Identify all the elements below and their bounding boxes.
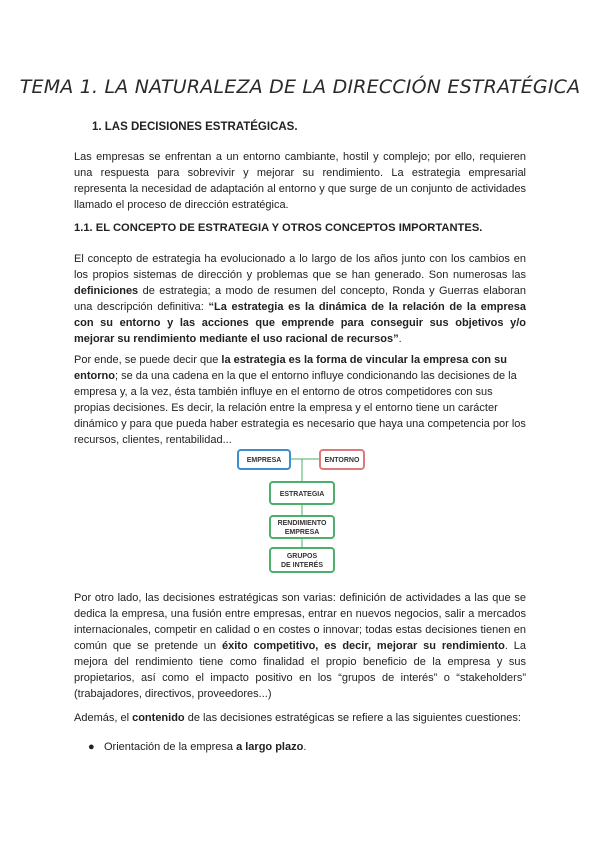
bold-run: éxito competitivo, es decir, mejorar su rendimiento [222,640,505,652]
text-run: . [303,741,307,753]
text-run: . La mejora del rendimiento tiene como finalidad el propio beneficio de la empresa y sus propietarios, así como el impacto positivo en los “grupos de interés” o “stakeholders” (trabajadores, directivos, proveedores...) [74,640,526,700]
paragraph-strategy-concept [74,251,526,347]
page-title: TEMA 1. LA NATURALEZA DE LA DIRECCIÓN ESTRATÉGICA [19,76,581,98]
label-entorno: ENTORNO [324,457,360,464]
paragraph-content [74,710,526,726]
bold-run: contenido [132,712,185,724]
paragraph-intro: Las empresas se enfrentan a un entorno cambiante, hostil y complejo; por ello, requieren una respuesta para sobrevivir y mejorar su rendimiento. La estrategia empresarial representa la necesidad de adaptación al entorno y que surge de un conjunto de actividades llamado el proceso de dirección estratégica. [74,151,526,211]
text-run: Orientación de la empresa [104,741,237,753]
strategy-flow-diagram [230,444,370,576]
paragraph-strategic-decisions [74,590,526,702]
text-run: . [398,333,402,345]
bullet-icon: ● [88,741,95,753]
label-empresa: EMPRESA [246,457,282,464]
text-run: ; se da una cadena en la que el entorno influye condicionando las decisiones de la empresa y, a la vez, ésta también influye en el entorno de otros competidores con sus propias decisiones. Es decir, la relación entre la empresa y el entorno tiene un carácter dinámico y para que pueda haber estrategia es necesario que haya una competencia por los recursos, clientes, rentabilidad... [74,370,526,446]
section-heading-1: 1. LAS DECISIONES ESTRATÉGICAS. [92,121,298,133]
bold-definition-quote: “La estrategia es la dinámica de la relación de la empresa con su entorno y las acciones que emprende para conseguir sus objetivos y/o mejorar su rendimiento mediante el uso racional de recursos” [74,301,526,345]
label-rendimiento-2: EMPRESA [284,529,320,536]
bold-run: definiciones [74,285,139,297]
label-grupos-1: GRUPOS [286,553,318,560]
section-heading-1-1: 1.1. EL CONCEPTO DE ESTRATEGIA Y OTROS CONCEPTOS IMPORTANTES. [74,222,483,234]
label-estrategia: ESTRATEGIA [279,491,325,498]
text-run: El concepto de estrategia ha evolucionado a lo largo de los años junto con los cambios en los propios sistemas de dirección y problemas que se han generado. Son numerosas las [74,253,526,281]
bold-run: la estrategia es la forma de vincular la empresa con su entorno [74,354,507,382]
text-run: de las decisiones estratégicas se refiere a las siguientes cuestiones: [184,712,521,724]
text-run: Por otro lado, las decisiones estratégicas son varias: definición de actividades a las que se dedica la empresa, una fusión entre empresas, entrar en nuevos negocios, salir a mercados internacionales, competir en calidad o en costes o innovar; todas estas decisiones tienen en común que se pretende un [74,592,526,652]
list-item [88,739,306,755]
label-grupos-2: DE INTERÉS [280,562,324,569]
text-run: de estrategia; a modo de resumen del concepto, Ronda y Guerras elaboran una descripción definitiva: [74,285,526,313]
label-rendimiento-1: RENDIMIENTO [277,520,327,527]
bold-run: a largo plazo [236,741,304,753]
text-run: Por ende, se puede decir que [74,354,222,366]
paragraph-link-company-environment [74,352,526,448]
text-run: Además, el [74,712,133,724]
